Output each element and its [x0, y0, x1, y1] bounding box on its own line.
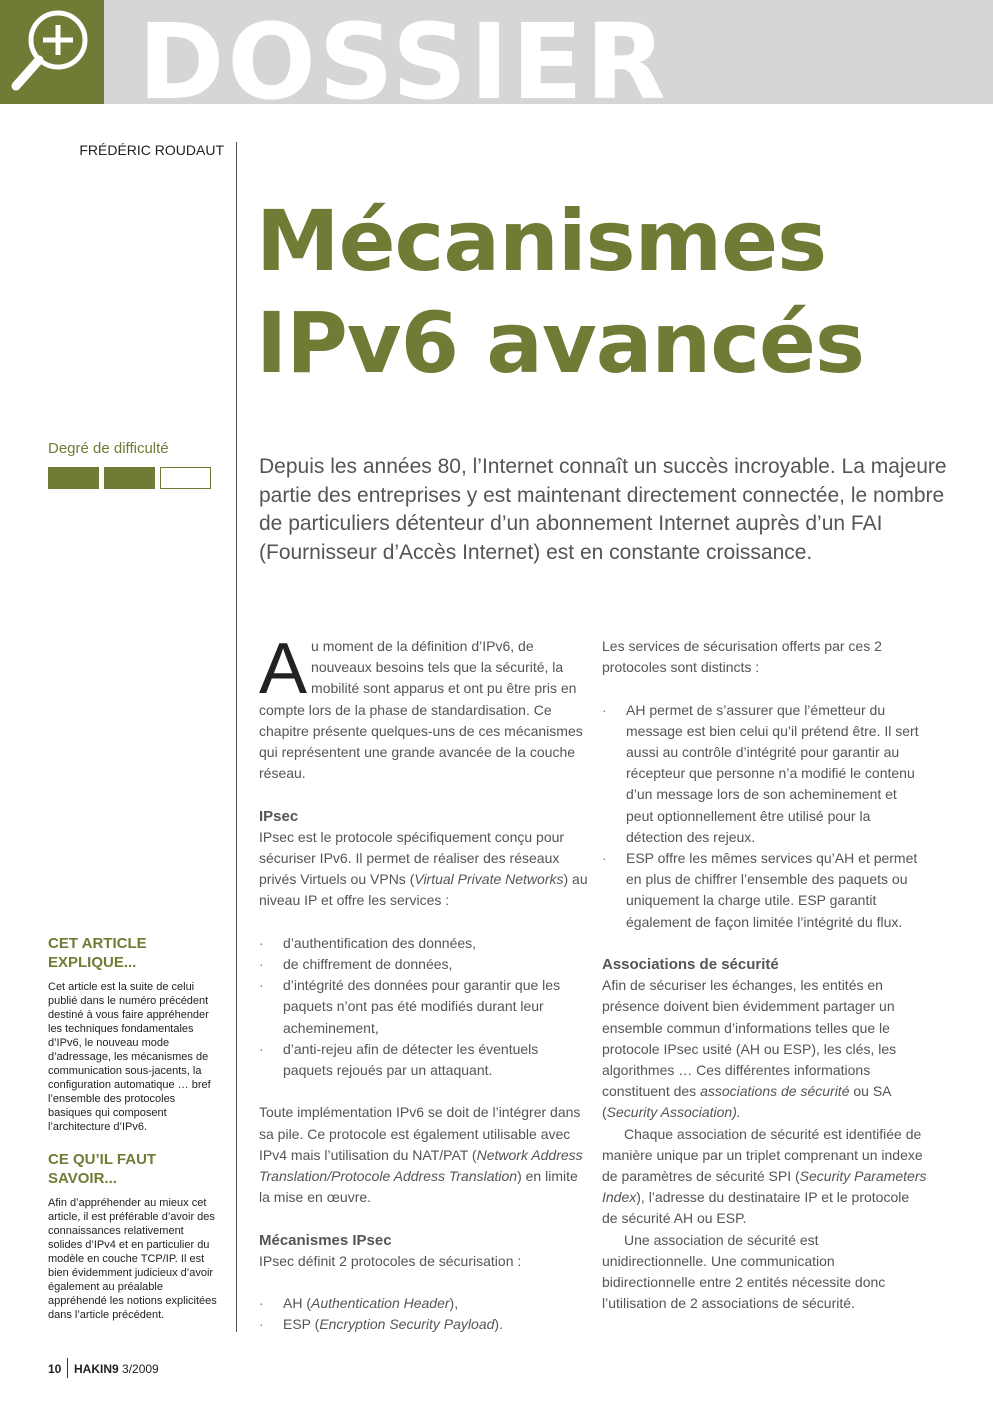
magazine-name: HAKIN9 [74, 1362, 119, 1376]
difficulty-box-2 [104, 467, 155, 489]
lead-paragraph [259, 453, 959, 567]
services-protocols-list [602, 700, 927, 933]
author-name: FRÉDÉRIC ROUDAUT [79, 142, 224, 158]
issue-number: 3/2009 [122, 1362, 159, 1376]
heading-associations: Associations de sécurité [602, 956, 779, 974]
list-item: · de chiffrement de données, [259, 954, 589, 975]
list-item: · ESP (Encryption Security Payload). [259, 1314, 589, 1335]
ipsec-paragraph: IPsec est le protocole spécifiquement conçu pour sécuriser IPv6. Il permet de réaliser des réseaux privés Virtuels ou VPNs (Virtual Private Networks) au niveau IP et offre les services : [259, 828, 588, 909]
services-intro: Les services de sécurisation offerts par ces 2 protocoles sont distincts : [602, 638, 882, 676]
difficulty-box-1 [48, 467, 99, 489]
article-title-line-1: Mécanismes [256, 192, 827, 290]
intro-paragraph [259, 629, 589, 784]
sidebar-explains-text: Cet article est la suite de celui publié dans le numéro précédent destiné à vous faire appréhender les techniques fondamentales d’IPv6, le nouveau mode d’adressage, les mécanismes de communication sous-jacents, la configuration automatique … bref l’ensemble des protocoles basiques qui composent l’architecture d’IPv6. [48, 981, 211, 1133]
footer-divider [67, 1358, 68, 1378]
dropcap: A [259, 629, 308, 709]
lead-text: Depuis les années 80, l’Internet connaît un succès incroyable. La majeure partie des entreprises y est maintenant directement connectée, le nombre de particuliers détenteur d’un abonnement Internet auprès d’un FAI (Fournisseur d’Accès Internet) est en constante croissance. [259, 455, 947, 564]
header-icon-box [0, 0, 104, 104]
article-title [256, 190, 864, 394]
associations-paragraph-1: Afin de sécuriser les échanges, les entités en présence doivent bien évidemment partager un ensemble commun d’informations telles que le protocole IPsec usité (AH ou ESP), les clés, les algorithmes … Ces différentes informations constituent des associations de sécurité ou SA (Security Association). [602, 977, 897, 1121]
heading-mecanismes-ipsec: Mécanismes IPsec [259, 1231, 392, 1249]
difficulty-label: Degré de difficulté [48, 440, 169, 457]
list-item: · AH (Authentication Header), [259, 1293, 589, 1314]
implementation-paragraph: Toute implémentation IPv6 se doit de l’intégrer dans sa pile. Ce protocole est également utilisable avec IPv4 mais l’utilisation du NAT/PAT (Network Address Translation/Protocole Address Translation) en limite la mise en œuvre. [259, 1104, 583, 1206]
list-item: · ESP offre les mêmes services qu’AH et permet en plus de chiffrer l’ensemble des paquets ou uniquement la charge utile. ESP garantit également de façon limitée l’intégrité du flux. [602, 848, 927, 933]
services-list [259, 933, 589, 1081]
list-item: · d’authentification des données, [259, 933, 589, 954]
sidebar-know-heading-line-1: CE QU’IL FAUT [48, 1151, 157, 1168]
mecanismes-paragraph: IPsec définit 2 protocoles de sécurisation : [259, 1252, 522, 1269]
heading-ipsec: IPsec [259, 807, 299, 825]
section-title: DOSSIER [138, 10, 669, 104]
intro-text: u moment de la définition d’IPv6, de nouveaux besoins tels que la sécurité, la mobilité sont apparus et ont pu être pris en compte lors de la phase de standardisation. Ce chapitre présente quelques-uns de ces mécanismes qui représentent une grande avancée de la couche réseau. [259, 638, 583, 782]
body-column-right [602, 636, 927, 1314]
sidebar-know-text: Afin d’appréhender au mieux cet article, il est préférable d’avoir des connaissances relativement solides d’IPv4 et en particulier du modèle en couche TCP/IP. Il est bien évidemment judicieux d’avoir également au préalable appréhendé les notions explicitées dans l’article précédent. [48, 1197, 217, 1321]
list-item: · d’anti-rejeu afin de détecter les éventuels paquets rejoués par un attaquant. [259, 1039, 589, 1081]
footer-magazine [74, 1362, 159, 1376]
article-title-line-2: IPv6 avancés [256, 294, 864, 392]
list-item: · d’intégrité des données pour garantir que les paquets n’ont pas été modifiés durant leur acheminement, [259, 975, 589, 1039]
list-item: · AH permet de s’assurer que l’émetteur du message est bien celui qu’il prétend être. Il sert aussi au contrôle d’intégrité pour garantir au récepteur que personne n’a modifié le contenu d’un message lors de son acheminement et peut optionnellement être utilisé pour la détection des rejeux. [602, 700, 927, 848]
column-divider [236, 142, 237, 1332]
zoom-plus-icon [0, 0, 104, 104]
sidebar-explains-heading-line-1: CET ARTICLE [48, 935, 147, 952]
protocols-list [259, 1293, 589, 1335]
associations-paragraph-3: Une association de sécurité est unidirectionnelle. Une communication bidirectionnelle entre 2 entités nécessite donc l’utilisation de 2 associations de sécurité. [602, 1231, 886, 1312]
sidebar-know-heading-line-2: SAVOIR... [48, 1170, 117, 1187]
body-column-left [259, 629, 589, 1336]
sidebar-know-heading [48, 1150, 208, 1188]
difficulty-box-3 [160, 467, 211, 489]
difficulty-rating [48, 467, 211, 489]
page-number: 10 [48, 1362, 62, 1376]
associations-paragraph-2: Chaque association de sécurité est identifiée de manière unique par un triplet comprenant un indexe de paramètres de sécurité SPI (Security Parameters Index), l’adresse du destinataire IP et le protocole de sécurité AH ou ESP. [602, 1125, 927, 1227]
sidebar-explains-heading-line-2: EXPLIQUE... [48, 954, 137, 971]
sidebar-explains-heading [48, 934, 208, 972]
